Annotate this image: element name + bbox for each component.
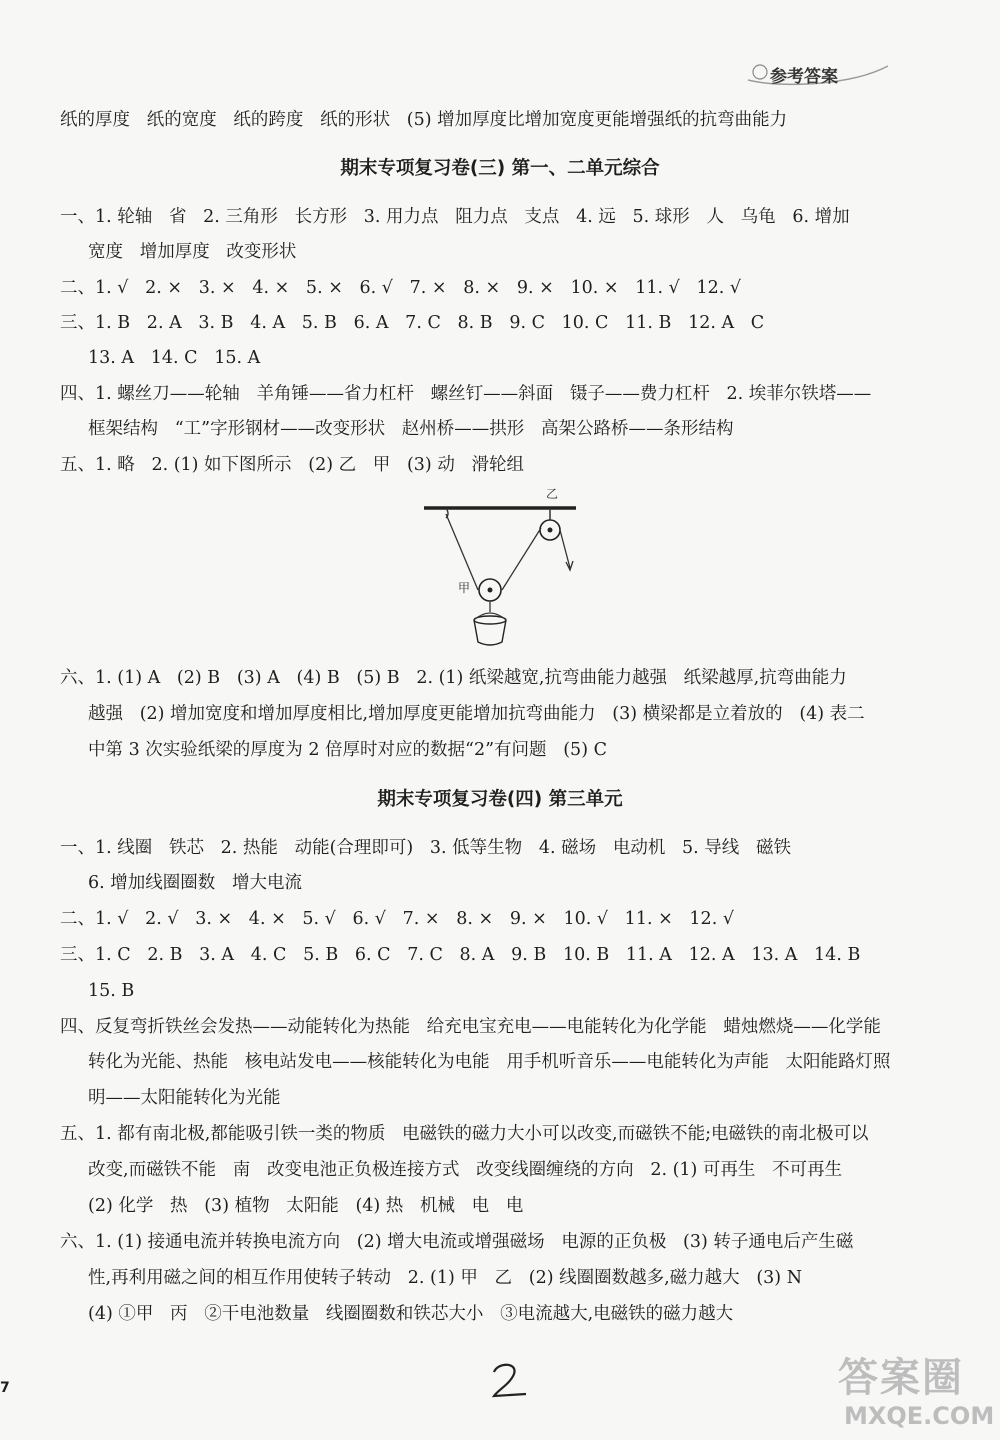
text-line: 五、1. 略 2. (1) 如下图所示 (2) 乙 甲 (3) 动 滑轮组 [60, 455, 525, 475]
text-line: 性,再利用磁之间的相互作用使转子转动 2. (1) 甲 乙 (2) 线圈圈数越多,磁力越大 (3) N [88, 1268, 803, 1288]
watermark-url: MXQE.COM [844, 1402, 995, 1430]
section-title-4: 期末专项复习卷(四) 第三单元 [377, 789, 623, 810]
text-line: (4) ①甲 丙 ②干电池数量 线圈圈数和铁芯大小 ③电流越大,电磁铁的磁力越大 [88, 1304, 734, 1324]
text-line: 中第 3 次实验纸梁的厚度为 2 倍厚时对应的数据“2”有问题 (5) C [88, 740, 607, 760]
text-line: 二、1. √ 2. √ 3. × 4. × 5. √ 6. √ 7. × 8. × 9. × 10. √ 11. × 12. √ [60, 909, 734, 929]
text-line: 6. 增加线圈圈数 增大电流 [88, 873, 302, 893]
text-line: 六、1. (1) 接通电流并转换电流方向 (2) 增大电流或增强磁场 电源的正负极 (3) 转子通电后产生磁 [60, 1232, 854, 1252]
text-line: 转化为光能、热能 核电站发电——核能转化为电能 用手机听音乐——电能转化为声能 太阳能路灯照 [88, 1052, 891, 1072]
page-edge-number: 7 [0, 1380, 10, 1396]
text-line: 二、1. √ 2. × 3. × 4. × 5. × 6. √ 7. × 8. × 9. × 10. × 11. √ 12. √ [60, 278, 741, 298]
text-line: 15. B [88, 981, 135, 1001]
header-answer-tag [740, 58, 890, 88]
label-yi: 乙 [546, 487, 559, 501]
text-line: 四、1. 螺丝刀——轮轴 羊角锤——省力杠杆 螺丝钉——斜面 镊子——费力杠杆 2. 埃菲尔铁塔—— [60, 384, 872, 404]
text-line: 宽度 增加厚度 改变形状 [88, 242, 297, 262]
text-line: 一、1. 轮轴 省 2. 三角形 长方形 3. 用力点 阻力点 支点 4. 远 5. 球形 人 乌龟 6. 增加 [60, 207, 850, 227]
text-line: 五、1. 都有南北极,都能吸引铁一类的物质 电磁铁的磁力大小可以改变,而磁铁不能;电磁铁的南北极可以 [60, 1124, 869, 1144]
text-line: 纸的厚度 纸的宽度 纸的跨度 纸的形状 (5) 增加厚度比增加宽度更能增强纸的抗弯曲能力 [60, 110, 788, 130]
text-line: 明——太阳能转化为光能 [88, 1088, 281, 1108]
text-line: 一、1. 线圈 铁芯 2. 热能 动能(合理即可) 3. 低等生物 4. 磁场 电动机 5. 导线 磁铁 [60, 838, 791, 858]
text-line: 改变,而磁铁不能 南 改变电池正负极连接方式 改变线圈缠绕的方向 2. (1) 可再生 不可再生 [88, 1160, 843, 1180]
text-line: 六、1. (1) A (2) B (3) A (4) B (5) B 2. (1) 纸梁越宽,抗弯曲能力越强 纸梁越厚,抗弯曲能力 [60, 668, 847, 688]
rope-pull [560, 530, 570, 568]
text-line: 三、1. B 2. A 3. B 4. A 5. B 6. A 7. C 8. B 9. C 10. C 11. B 12. A C [60, 313, 765, 333]
rope-left [446, 514, 478, 590]
handwritten-page-number [488, 1360, 532, 1404]
text-line: 四、反复弯折铁丝会发热——动能转化为热能 给充电宝充电——电能转化为化学能 蜡烛燃烧——化学能 [60, 1017, 881, 1037]
watermark-logo-text: 答案圈 [838, 1355, 964, 1401]
label-jia: 甲 [458, 581, 471, 595]
text-line: (2) 化学 热 (3) 植物 太阳能 (4) 热 机械 电 电 [88, 1196, 524, 1216]
text-line: 框架结构 “工”字形钢材——改变形状 赵州桥——拱形 高架公路桥——条形结构 [88, 419, 734, 439]
text-line: 三、1. C 2. B 3. A 4. C 5. B 6. C 7. C 8. A 9. B 10. B 11. A 12. A 13. A 14. B [60, 945, 861, 965]
rope-middle [502, 528, 541, 590]
pulley-diagram [420, 482, 580, 661]
watermark-logo [808, 1340, 998, 1438]
header-title: 参考答案 [770, 67, 838, 87]
text-line: 越强 (2) 增加宽度和增加厚度相比,增加厚度更能增加抗弯曲能力 (3) 横梁都是立着放的 (4) 表二 [88, 704, 865, 724]
text-line: 13. A 14. C 15. A [88, 348, 261, 368]
section-title-3: 期末专项复习卷(三) 第一、二单元综合 [340, 158, 660, 179]
